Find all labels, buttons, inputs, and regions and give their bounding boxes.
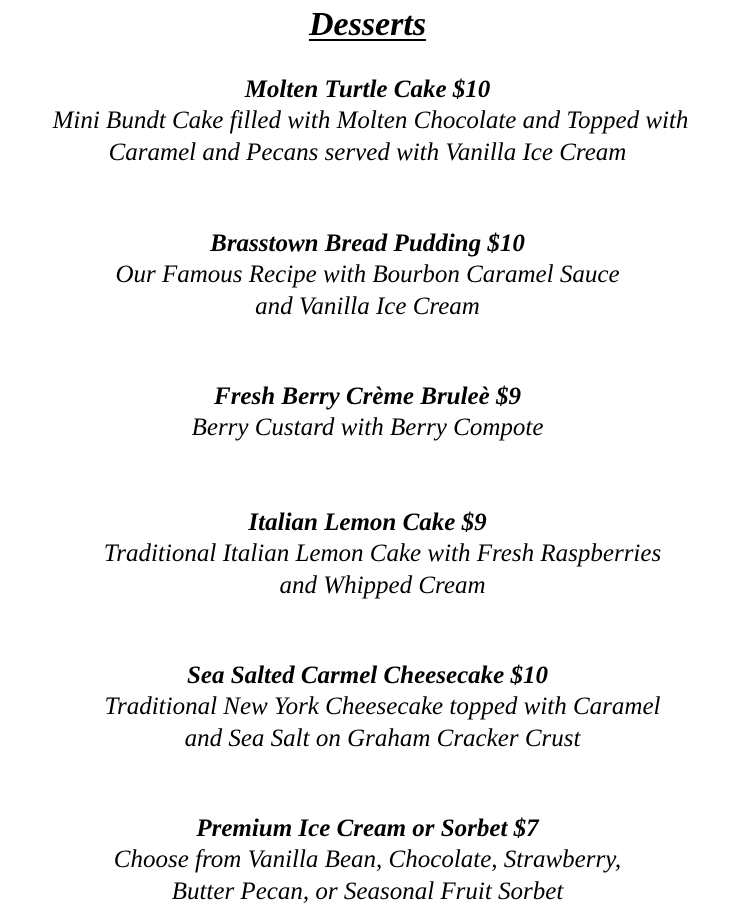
menu-item-fresh-berry-creme-brulee [0, 382, 735, 444]
menu-item-molten-turtle-cake [0, 75, 735, 169]
description-line: Berry Custard with Berry Compote [191, 414, 544, 441]
menu-title: Desserts [308, 6, 427, 43]
description-line: Our Famous Recipe with Bourbon Caramel Sauce [115, 261, 620, 288]
menu-item-name: Fresh Berry Crème Bruleè $9 [214, 383, 521, 410]
menu-item-name: Sea Salted Carmel Cheesecake $10 [186, 662, 549, 689]
menu-item-sea-salted-carmel-cheesecake [0, 661, 735, 755]
description-line: Traditional Italian Lemon Cake with Fresh Raspberries [103, 540, 662, 567]
menu-item-description [0, 844, 735, 908]
menu-item-description [0, 105, 735, 169]
menu-item-brasstown-bread-pudding [0, 229, 735, 323]
description-line: and Whipped Cream [279, 572, 486, 599]
menu-item-name: Italian Lemon Cake $9 [248, 509, 487, 536]
menu-item-premium-ice-cream-or-sorbet [0, 814, 735, 908]
menu-item-name: Molten Turtle Cake $10 [244, 76, 491, 103]
menu-item-italian-lemon-cake [0, 508, 735, 602]
description-line: and Sea Salt on Graham Cracker Crust [184, 725, 581, 752]
description-line: Traditional New York Cheesecake topped with Caramel [104, 693, 661, 720]
description-line: Mini Bundt Cake filled with Molten Chocolate and Topped with [52, 107, 689, 134]
description-line: and Vanilla Ice Cream [255, 293, 480, 320]
description-line: Choose from Vanilla Bean, Chocolate, Strawberry, [113, 846, 622, 873]
description-line: Caramel and Pecans served with Vanilla Ice Cream [108, 139, 627, 166]
menu-item-description [0, 538, 735, 602]
menu-item-name: Premium Ice Cream or Sorbet $7 [196, 815, 539, 842]
menu-item-description [0, 259, 735, 323]
menu-item-description [0, 412, 735, 444]
menu-item-description [0, 691, 735, 755]
description-line: Butter Pecan, or Seasonal Fruit Sorbet [171, 878, 564, 905]
menu-item-name: Brasstown Bread Pudding $10 [210, 230, 525, 257]
